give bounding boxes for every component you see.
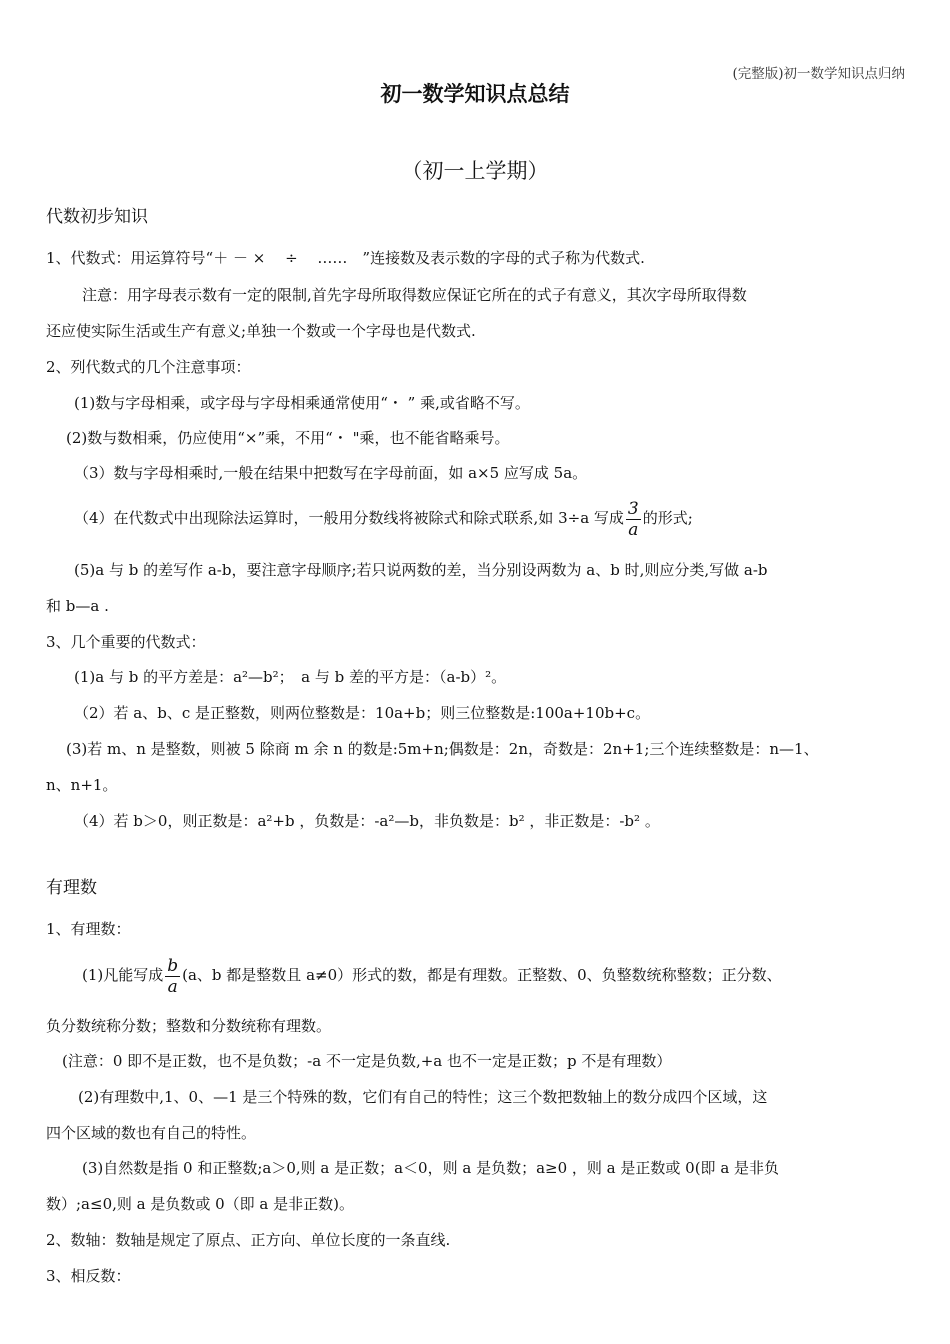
section-heading-rational: 有理数 <box>46 878 97 898</box>
rational-item1-3-line-2: 数）;a≤0,则 a 是负数或 0（即 a 是非正数)。 <box>46 1195 354 1213</box>
rational-item1-1-prefix: (1)凡能写成 <box>82 966 164 984</box>
algebra-item2-2: (2)数与数相乘，仍应使用“×”乘，不用“・ "乘，也不能省略乘号。 <box>66 429 510 447</box>
algebra-item2-1: (1)数与字母相乘，或字母与字母相乘通常使用“・ ” 乘,或省略不写。 <box>74 394 530 412</box>
algebra-item3-1: (1)a 与 b 的平方差是：a²—b²； a 与 b 差的平方是：（a-b）²。 <box>74 668 507 686</box>
section-heading-algebra: 代数初步知识 <box>46 207 148 227</box>
rational-item1-1 <box>82 953 906 999</box>
algebra-item2-title: 2、列代数式的几个注意事项： <box>46 358 251 376</box>
rational-item1-2-line-1: (2)有理数中,1、0、—1 是三个特殊的数，它们有自己的特性；这三个数把数轴上的数分成四个区域，这 <box>78 1088 768 1106</box>
rational-item1-title: 1、有理数： <box>46 920 131 938</box>
fraction-3-over-a <box>626 499 641 540</box>
algebra-item3-title: 3、几个重要的代数式： <box>46 633 206 651</box>
fraction-denominator: a <box>165 976 180 997</box>
rational-item1-1-line-2: 负分数统称分数；整数和分数统称有理数。 <box>46 1017 332 1035</box>
document-subtitle: （初一上学期） <box>401 159 549 183</box>
algebra-item3-3-line-2: n、n+1。 <box>46 776 118 794</box>
rational-item3-opposite: 3、相反数： <box>46 1267 131 1285</box>
document-title: 初一数学知识点总结 <box>380 82 570 106</box>
algebra-item3-4: （4）若 b＞0，则正数是：a²+b ，负数是：-a²—b，非负数是：b² ，非正数是：-b² 。 <box>74 812 660 830</box>
fraction-numerator: 3 <box>627 498 639 519</box>
algebra-item2-5-line-1: (5)a 与 b 的差写作 a-b，要注意字母顺序;若只说两数的差，当分别设两数为 a、b 时,则应分类,写做 a-b <box>74 561 768 579</box>
algebra-item2-3: （3）数与字母相乘时,一般在结果中把数写在字母前面，如 a×5 应写成 5a。 <box>74 464 588 482</box>
algebra-item2-4-text: （4）在代数式中出现除法运算时，一般用分数线将被除式和除式联系,如 3÷a 写成 <box>74 509 624 527</box>
algebra-note-line-2: 还应使实际生活或生产有意义;单独一个数或一个字母也是代数式. <box>46 322 476 340</box>
rational-item1-3-line-1: (3)自然数是指 0 和正整数;a＞0,则 a 是正数；a＜0，则 a 是负数；a≥0 ，则 a 是正数或 0(即 a 是非负 <box>82 1159 780 1177</box>
rational-item1-2-line-2: 四个区域的数也有自己的特性。 <box>46 1124 257 1142</box>
algebra-item2-5-line-2: 和 b—a . <box>46 597 109 615</box>
fraction-numerator: b <box>167 955 179 976</box>
algebra-note-line-1: 注意：用字母表示数有一定的限制,首先字母所取得数应保证它所在的式子有意义，其次字母所取得数 <box>82 286 747 304</box>
rational-item2-number-line: 2、数轴：数轴是规定了原点、正方向、单位长度的一条直线. <box>46 1231 451 1249</box>
header-note: (完整版)初一数学知识点归纳 <box>732 66 905 82</box>
rational-note: (注意：0 即不是正数，也不是负数；-a 不一定是负数,+a 也不一定是正数；p 不是有理数） <box>62 1052 672 1070</box>
fraction-denominator: a <box>626 519 641 540</box>
algebra-item3-2: （2）若 a、b、c 是正整数，则两位整数是：10a+b；则三位整数是:100a+10b+c。 <box>74 704 651 722</box>
algebra-definition-line: 1、代数式：用运算符号“＋ － × ÷ …… ”连接数及表示数的字母的式子称为代数式. <box>46 249 645 267</box>
fraction-b-over-a <box>165 956 180 997</box>
algebra-item3-3-line-1: (3)若 m、n 是整数，则被 5 除商 m 余 n 的数是:5m+n;偶数是：2n，奇数是：2n+1;三个连续整数是：n—1、 <box>66 740 819 758</box>
rational-item1-1-text: (a、b 都是整数且 a≠0）形式的数，都是有理数。正整数、0、负整数统称整数；正分数、 <box>182 966 782 984</box>
algebra-item2-4-suffix: 的形式; <box>642 509 693 527</box>
algebra-item2-4 <box>74 496 906 542</box>
